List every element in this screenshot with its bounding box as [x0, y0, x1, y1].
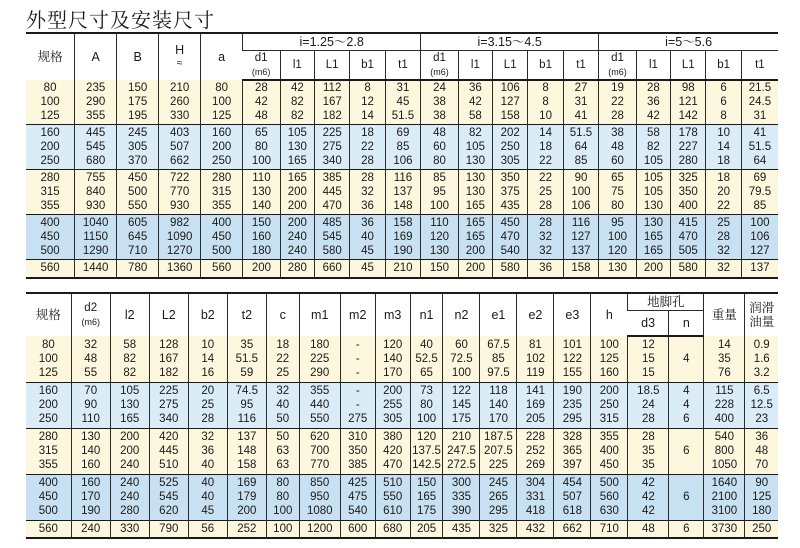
table-row	[26, 428, 778, 474]
cell-t2: 74.5 95 116	[227, 382, 266, 428]
cell-oil: 0.9 1.6 3.2	[745, 336, 778, 382]
cell-l2: 240 240 280	[110, 474, 149, 520]
cell-e3: 662	[554, 520, 591, 538]
header-b1: b1	[706, 50, 741, 80]
cell-b2: 40 40 45	[188, 474, 227, 520]
cell-B: 450 500 550	[117, 170, 159, 215]
cell-A: 755 840 930	[75, 170, 117, 215]
cell-g1-b1: 8 12 14	[350, 80, 385, 125]
cell-g2-L1: 580	[493, 260, 528, 278]
cell-m3: 510 550 610	[375, 474, 410, 520]
cell-m2: 600	[340, 520, 375, 538]
header-l2: l2	[110, 293, 149, 336]
cell-g2-b1: 36	[528, 260, 563, 278]
cell-g3-b1: 25 28 32	[706, 215, 741, 260]
cell-c: 50 63 63	[266, 428, 299, 474]
cell-l2: 200 200 240	[110, 428, 149, 474]
header-d2: d2 (m6)	[71, 293, 110, 336]
cell-g2-t1: 27 31 41	[563, 80, 598, 125]
cell-g2-l1: 165 165 200	[458, 215, 492, 260]
cell-g1-t1: 31 45 51.5	[385, 80, 420, 125]
header-n1: n1	[410, 293, 443, 336]
page-title: 外型尺寸及安装尺寸	[26, 8, 215, 32]
cell-g2-L1: 450 470 540	[493, 215, 528, 260]
cell-spec: 80 100 125	[26, 80, 75, 125]
cell-n2: 122 145 175	[443, 382, 480, 428]
cell-m2: - - 275	[340, 382, 375, 428]
cell-d2: 130 140 160	[71, 428, 110, 474]
cell-d3: 18.5 24 28	[628, 382, 669, 428]
header-b2: b2	[188, 293, 227, 336]
header-weight: 重量	[704, 293, 745, 336]
cell-g2-t1: 158	[563, 260, 598, 278]
cell-g1-L1: 225 275 340	[314, 125, 349, 170]
cell-m2: 425 475 540	[340, 474, 375, 520]
cell-g1-d1: 28 42 48	[243, 80, 281, 125]
cell-g3-b1: 10 14 18	[706, 125, 741, 170]
header-a: a	[201, 33, 243, 80]
cell-e1: 187.5 207.5 225	[480, 428, 517, 474]
header-d1: d1 (m6)	[243, 50, 281, 80]
cell-m1: 620 700 770	[299, 428, 340, 474]
cell-g3-l1: 200	[636, 260, 670, 278]
cell-g2-l1: 82 105 130	[458, 125, 492, 170]
cell-t2: 137 148 158	[227, 428, 266, 474]
cell-g3-t1: 100 106 127	[741, 215, 778, 260]
cell-weight: 14 35 76	[704, 336, 745, 382]
cell-g3-t1: 21.5 24.5 31	[741, 80, 778, 125]
cell-g3-d1: 38 48 60	[599, 125, 637, 170]
cell-spec: 560	[26, 520, 71, 538]
header-group-1: i=1.25～2.8	[243, 33, 421, 50]
cell-n2: 210 247.5 272.5	[443, 428, 480, 474]
cell-l2: 58 82 82	[110, 336, 149, 382]
cell-g1-t1: 210	[385, 260, 420, 278]
cell-B: 780	[117, 260, 159, 278]
cell-g3-d1: 19 22 28	[599, 80, 637, 125]
cell-m1: 355 440 550	[299, 382, 340, 428]
cell-g3-L1: 325 350 400	[671, 170, 706, 215]
cell-g3-L1: 580	[671, 260, 706, 278]
cell-g1-t1: 69 85 106	[385, 125, 420, 170]
cell-m3: 200 255 305	[375, 382, 410, 428]
cell-g1-L1: 112 167 182	[314, 80, 349, 125]
cell-g3-l1: 58 82 105	[636, 125, 670, 170]
cell-l2: 330	[110, 520, 149, 538]
cell-c: 80 80 100	[266, 474, 299, 520]
cell-e3: 190 235 295	[554, 382, 591, 428]
cell-g3-l1: 105 105 130	[636, 170, 670, 215]
cell-g2-b1: 8 8 10	[528, 80, 563, 125]
cell-g1-L1: 485 545 580	[314, 215, 349, 260]
cell-d3: 28 35 35	[628, 428, 669, 474]
cell-t2: 169 179 200	[227, 474, 266, 520]
header-oil: 润滑 油量	[745, 293, 778, 336]
header-group-2: i=3.15～4.5	[421, 33, 599, 50]
cell-g2-b1: 28 32 32	[528, 215, 563, 260]
cell-b2: 20 25 28	[188, 382, 227, 428]
header-L2: L2	[149, 293, 188, 336]
cell-n: 6	[669, 474, 704, 520]
cell-l2: 105 130 165	[110, 382, 149, 428]
header-t1: t1	[385, 50, 420, 80]
header-t2: t2	[227, 293, 266, 336]
cell-H: 403 507 662	[159, 125, 201, 170]
header-spec: 规格	[26, 293, 71, 336]
table-row	[26, 170, 778, 215]
cell-spec: 160 200 250	[26, 382, 71, 428]
cell-oil: 250	[745, 520, 778, 538]
cell-weight: 3730	[704, 520, 745, 538]
cell-n1: 40 52.5 65	[410, 336, 443, 382]
cell-H: 1360	[159, 260, 201, 278]
table-row	[26, 520, 778, 538]
cell-d2: 160 170 190	[71, 474, 110, 520]
cell-d3: 48	[628, 520, 669, 538]
cell-e1: 118 140 170	[480, 382, 517, 428]
header-foot-hole: 地脚孔	[628, 293, 704, 310]
cell-g2-l1: 36 42 58	[458, 80, 492, 125]
cell-a: 80 100 125	[201, 80, 243, 125]
table-row	[26, 382, 778, 428]
cell-d2: 32 48 55	[71, 336, 110, 382]
cell-spec: 160 200 250	[26, 125, 75, 170]
header-t1: t1	[741, 50, 778, 80]
cell-spec: 560	[26, 260, 75, 278]
cell-b2: 56	[188, 520, 227, 538]
cell-B: 605 645 710	[117, 215, 159, 260]
cell-n: 4	[669, 336, 704, 382]
cell-e3: 101 122 155	[554, 336, 591, 382]
cell-m1: 1200	[299, 520, 340, 538]
cell-g2-L1: 350 375 435	[493, 170, 528, 215]
header-e2: e2	[517, 293, 554, 336]
cell-g1-l1: 42 82 82	[280, 80, 314, 125]
cell-d3: 12 15 15	[628, 336, 669, 382]
cell-g1-b1: 45	[350, 260, 385, 278]
cell-h: 710	[591, 520, 628, 538]
cell-g2-L1: 202 250 305	[493, 125, 528, 170]
cell-e3: 328 365 397	[554, 428, 591, 474]
header-l1: l1	[636, 50, 670, 80]
cell-g1-b1: 28 32 36	[350, 170, 385, 215]
cell-e1: 325	[480, 520, 517, 538]
cell-oil: 36 48 70	[745, 428, 778, 474]
cell-oil: 90 125 180	[745, 474, 778, 520]
cell-spec: 400 450 500	[26, 215, 75, 260]
cell-g2-t1: 90 100 106	[563, 170, 598, 215]
cell-g1-t1: 158 169 190	[385, 215, 420, 260]
cell-g1-l1: 105 130 165	[280, 125, 314, 170]
cell-e1: 245 265 295	[480, 474, 517, 520]
cell-g1-t1: 116 137 148	[385, 170, 420, 215]
cell-g1-b1: 18 22 28	[350, 125, 385, 170]
cell-m2: 310 350 385	[340, 428, 375, 474]
cell-g3-t1: 41 51.5 64	[741, 125, 778, 170]
cell-a: 280 315 355	[201, 170, 243, 215]
cell-g3-l1: 130 165 165	[636, 215, 670, 260]
cell-g1-b1: 36 40 45	[350, 215, 385, 260]
dimension-table-1	[26, 32, 778, 279]
cell-L2: 525 545 620	[149, 474, 188, 520]
cell-H: 210 260 330	[159, 80, 201, 125]
cell-h: 200 250 315	[591, 382, 628, 428]
header-e1: e1	[480, 293, 517, 336]
cell-n: 6	[669, 428, 704, 474]
cell-g1-d1: 150 160 180	[243, 215, 281, 260]
table-row	[26, 80, 778, 125]
cell-g2-b1: 14 18 22	[528, 125, 563, 170]
cell-h: 500 560 630	[591, 474, 628, 520]
cell-a: 400 450 500	[201, 215, 243, 260]
cell-t2: 252	[227, 520, 266, 538]
table-row	[26, 260, 778, 278]
header-L1: L1	[314, 50, 349, 80]
header-spec: 规格	[26, 33, 75, 80]
cell-g2-t1: 116 127 137	[563, 215, 598, 260]
cell-n1: 120 137.5 142.5	[410, 428, 443, 474]
cell-weight: 1640 2100 3100	[704, 474, 745, 520]
header-H: H ≈	[159, 33, 201, 80]
cell-H: 982 1090 1270	[159, 215, 201, 260]
cell-c: 18 22 25	[266, 336, 299, 382]
cell-g2-t1: 51.5 64 85	[563, 125, 598, 170]
cell-g3-t1: 69 79.5 85	[741, 170, 778, 215]
cell-oil: 6.5 12.5 23	[745, 382, 778, 428]
cell-n: 6	[669, 520, 704, 538]
cell-e2: 81 102 119	[517, 336, 554, 382]
cell-g3-d1: 130	[599, 260, 637, 278]
cell-n1: 150 165 175	[410, 474, 443, 520]
cell-m3: 120 140 170	[375, 336, 410, 382]
cell-a: 560	[201, 260, 243, 278]
cell-A: 235 290 355	[75, 80, 117, 125]
cell-A: 1440	[75, 260, 117, 278]
table-row	[26, 474, 778, 520]
cell-n2: 60 72.5 100	[443, 336, 480, 382]
cell-g2-b1: 22 25 28	[528, 170, 563, 215]
cell-e1: 67.5 85 97.5	[480, 336, 517, 382]
table-row	[26, 336, 778, 382]
cell-spec: 400 450 500	[26, 474, 71, 520]
cell-g2-l1: 130 130 165	[458, 170, 492, 215]
header-m1: m1	[299, 293, 340, 336]
cell-g1-l1: 165 200 200	[280, 170, 314, 215]
cell-spec: 280 315 355	[26, 428, 71, 474]
cell-e2: 228 252 269	[517, 428, 554, 474]
header-d1: d1 (m6)	[599, 50, 637, 80]
cell-g3-t1: 137	[741, 260, 778, 278]
cell-g3-l1: 28 36 42	[636, 80, 670, 125]
cell-m2: - - -	[340, 336, 375, 382]
table-row	[26, 215, 778, 260]
header-l1: l1	[458, 50, 492, 80]
header-L1: L1	[493, 50, 528, 80]
cell-A: 445 545 680	[75, 125, 117, 170]
cell-L2: 790	[149, 520, 188, 538]
cell-g1-L1: 385 445 470	[314, 170, 349, 215]
cell-g2-d1: 150	[421, 260, 459, 278]
cell-n2: 435	[443, 520, 480, 538]
header-m2: m2	[340, 293, 375, 336]
cell-g3-b1: 18 20 22	[706, 170, 741, 215]
cell-g3-d1: 95 100 120	[599, 215, 637, 260]
header-l1: l1	[280, 50, 314, 80]
header-b1: b1	[350, 50, 385, 80]
cell-n: 4 4 6	[669, 382, 704, 428]
cell-b2: 32 36 40	[188, 428, 227, 474]
cell-g3-L1: 178 227 280	[671, 125, 706, 170]
cell-g1-l1: 200 240 240	[280, 215, 314, 260]
cell-m3: 680	[375, 520, 410, 538]
cell-g3-d1: 65 75 80	[599, 170, 637, 215]
header-h: h	[591, 293, 628, 336]
table-row	[26, 125, 778, 170]
header-b1: b1	[528, 50, 563, 80]
dimension-table-2	[26, 292, 778, 539]
header-group-3: i=5～5.6	[599, 33, 778, 50]
header-A: A	[75, 33, 117, 80]
cell-g1-L1: 660	[314, 260, 349, 278]
cell-g1-d1: 110 130 140	[243, 170, 281, 215]
cell-h: 100 125 160	[591, 336, 628, 382]
cell-e2: 304 331 418	[517, 474, 554, 520]
cell-e3: 454 507 618	[554, 474, 591, 520]
cell-spec: 80 100 125	[26, 336, 71, 382]
cell-t2: 35 51.5 59	[227, 336, 266, 382]
cell-L2: 128 167 182	[149, 336, 188, 382]
cell-m1: 850 950 1080	[299, 474, 340, 520]
cell-g1-d1: 200	[243, 260, 281, 278]
cell-g2-l1: 200	[458, 260, 492, 278]
header-c: c	[266, 293, 299, 336]
cell-H: 722 770 930	[159, 170, 201, 215]
cell-g2-d1: 110 120 130	[421, 215, 459, 260]
cell-A: 1040 1150 1290	[75, 215, 117, 260]
cell-B: 245 305 370	[117, 125, 159, 170]
cell-m1: 180 225 290	[299, 336, 340, 382]
cell-L2: 420 445 510	[149, 428, 188, 474]
cell-d2: 240	[71, 520, 110, 538]
header-B: B	[117, 33, 159, 80]
cell-a: 160 200 250	[201, 125, 243, 170]
header-L1: L1	[671, 50, 706, 80]
header-t1: t1	[563, 50, 598, 80]
cell-spec: 280 315 355	[26, 170, 75, 215]
cell-g3-b1: 32	[706, 260, 741, 278]
cell-weight: 540 800 1050	[704, 428, 745, 474]
cell-n1: 73 80 100	[410, 382, 443, 428]
cell-c: 100	[266, 520, 299, 538]
cell-L2: 225 275 340	[149, 382, 188, 428]
cell-g1-l1: 280	[280, 260, 314, 278]
cell-g2-d1: 24 38 38	[421, 80, 459, 125]
cell-g3-L1: 415 470 505	[671, 215, 706, 260]
cell-g3-L1: 98 121 142	[671, 80, 706, 125]
cell-g2-L1: 106 127 158	[493, 80, 528, 125]
cell-weight: 115 228 400	[704, 382, 745, 428]
cell-n2: 300 335 390	[443, 474, 480, 520]
cell-e2: 432	[517, 520, 554, 538]
header-m3: m3	[375, 293, 410, 336]
cell-g3-b1: 6 6 8	[706, 80, 741, 125]
cell-d2: 70 90 110	[71, 382, 110, 428]
cell-c: 32 40 50	[266, 382, 299, 428]
cell-B: 150 175 195	[117, 80, 159, 125]
header-n: n	[669, 310, 704, 336]
cell-e2: 141 169 205	[517, 382, 554, 428]
header-n2: n2	[443, 293, 480, 336]
cell-m3: 380 420 470	[375, 428, 410, 474]
cell-g2-d1: 48 60 80	[421, 125, 459, 170]
header-d1: d1 (m6)	[421, 50, 459, 80]
cell-g1-d1: 65 80 100	[243, 125, 281, 170]
header-d3: d3	[628, 310, 669, 336]
cell-g2-d1: 85 95 100	[421, 170, 459, 215]
cell-d3: 42 42 42	[628, 474, 669, 520]
cell-h: 355 400 450	[591, 428, 628, 474]
header-e3: e3	[554, 293, 591, 336]
cell-n1: 205	[410, 520, 443, 538]
cell-b2: 10 14 16	[188, 336, 227, 382]
